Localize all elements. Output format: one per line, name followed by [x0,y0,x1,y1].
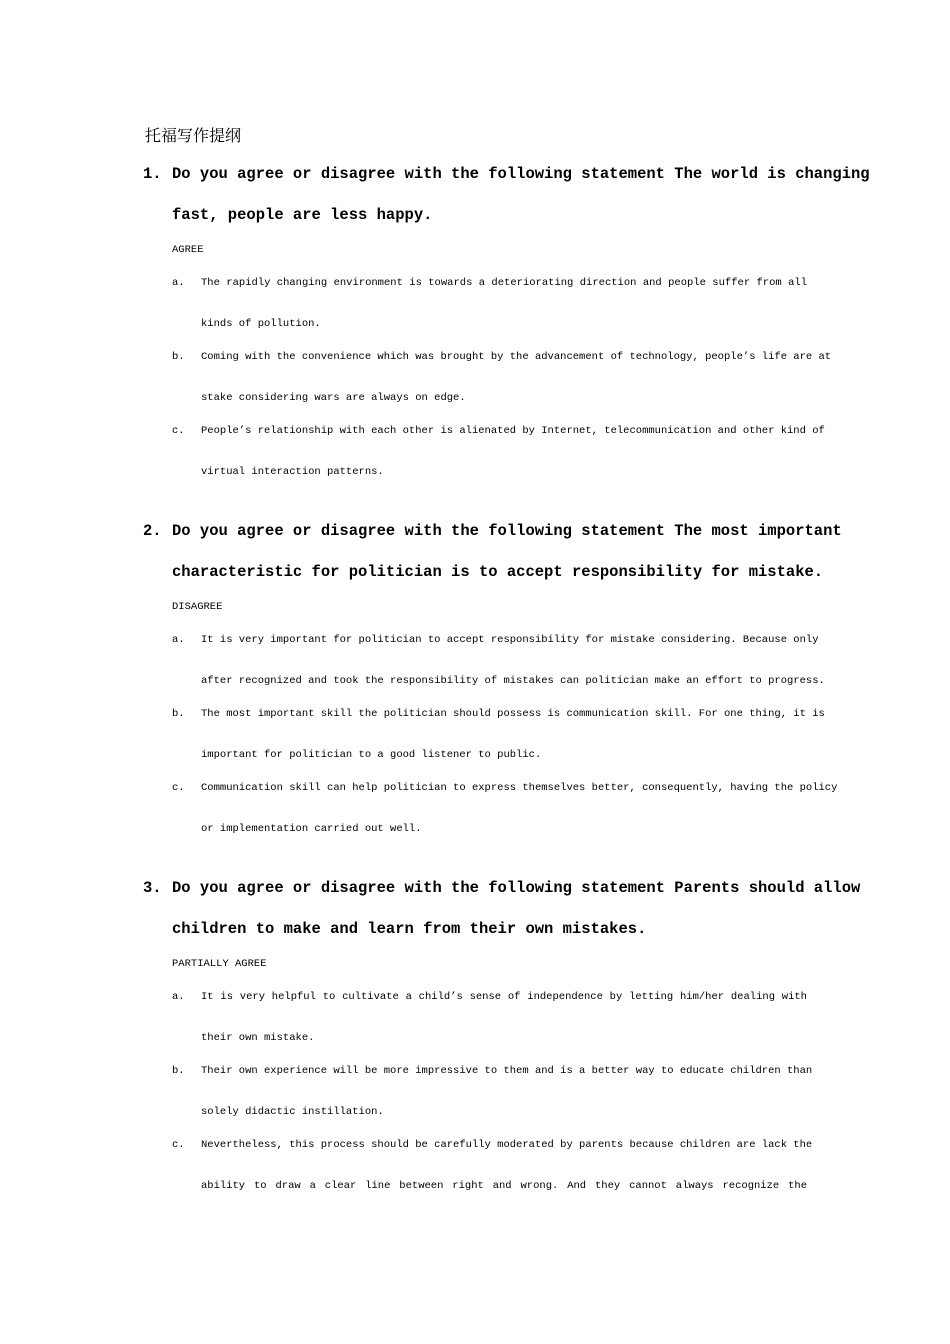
point-label: c. [172,1139,185,1151]
point-text-line: solely didactic instillation. [201,1106,384,1118]
point-text-line: ability to draw a clear line between right and wrong. And they cannot always recognize the [201,1180,807,1192]
point-text-line: their own mistake. [201,1032,315,1044]
question-text-line: characteristic for politician is to accept responsibility for mistake. [172,563,824,581]
question-text-line: children to make and learn from their own mistakes. [172,920,647,938]
point-label: c. [172,425,185,437]
point-label: c. [172,782,185,794]
point-text-line: Coming with the convenience which was brought by the advancement of technology, people’s life are at [201,351,832,363]
point-label: a. [172,277,185,289]
stance-label: AGREE [172,244,204,256]
point-text-line: Their own experience will be more impressive to them and is a better way to educate children than [201,1065,813,1077]
point-text-line: The rapidly changing environment is towards a deteriorating direction and people suffer from all [201,277,807,289]
question-text-line: Do you agree or disagree with the following statement The most important [172,522,842,540]
point-label: a. [172,634,185,646]
point-label: a. [172,991,185,1003]
point-text-line: after recognized and took the responsibility of mistakes can politician make an effort to progress. [201,675,825,687]
point-text-line: Communication skill can help politician to express themselves better, consequently, having the policy [201,782,838,794]
point-text-line: The most important skill the politician should possess is communication skill. For one thing, it is [201,708,825,720]
point-label: b. [172,1065,185,1077]
point-text-line: kinds of pollution. [201,318,321,330]
question-text-line: Do you agree or disagree with the following statement The world is changing [172,165,870,183]
point-text-line: It is very helpful to cultivate a child’s sense of independence by letting him/her dealing with [201,991,807,1003]
point-text-line: Nevertheless, this process should be carefully moderated by parents because children are lack the [201,1139,813,1151]
question-number: 3. [143,879,162,897]
stance-label: DISAGREE [172,601,223,613]
point-text-line: People’s relationship with each other is alienated by Internet, telecommunication and other kind of [201,425,825,437]
question-number: 2. [143,522,162,540]
point-text-line: or implementation carried out well. [201,823,422,835]
stance-label: PARTIALLY AGREE [172,958,267,970]
question-text-line: fast, people are less happy. [172,206,433,224]
question-text-line: Do you agree or disagree with the following statement Parents should allow [172,879,861,897]
point-text-line: virtual interaction patterns. [201,466,384,478]
document-title: 托福写作提纲 [145,126,242,145]
point-label: b. [172,708,185,720]
question-number: 1. [143,165,162,183]
point-label: b. [172,351,185,363]
point-text-line: important for politician to a good listener to public. [201,749,542,761]
point-text-line: It is very important for politician to accept responsibility for mistake considering. Because only [201,634,819,646]
point-text-line: stake considering wars are always on edge. [201,392,466,404]
